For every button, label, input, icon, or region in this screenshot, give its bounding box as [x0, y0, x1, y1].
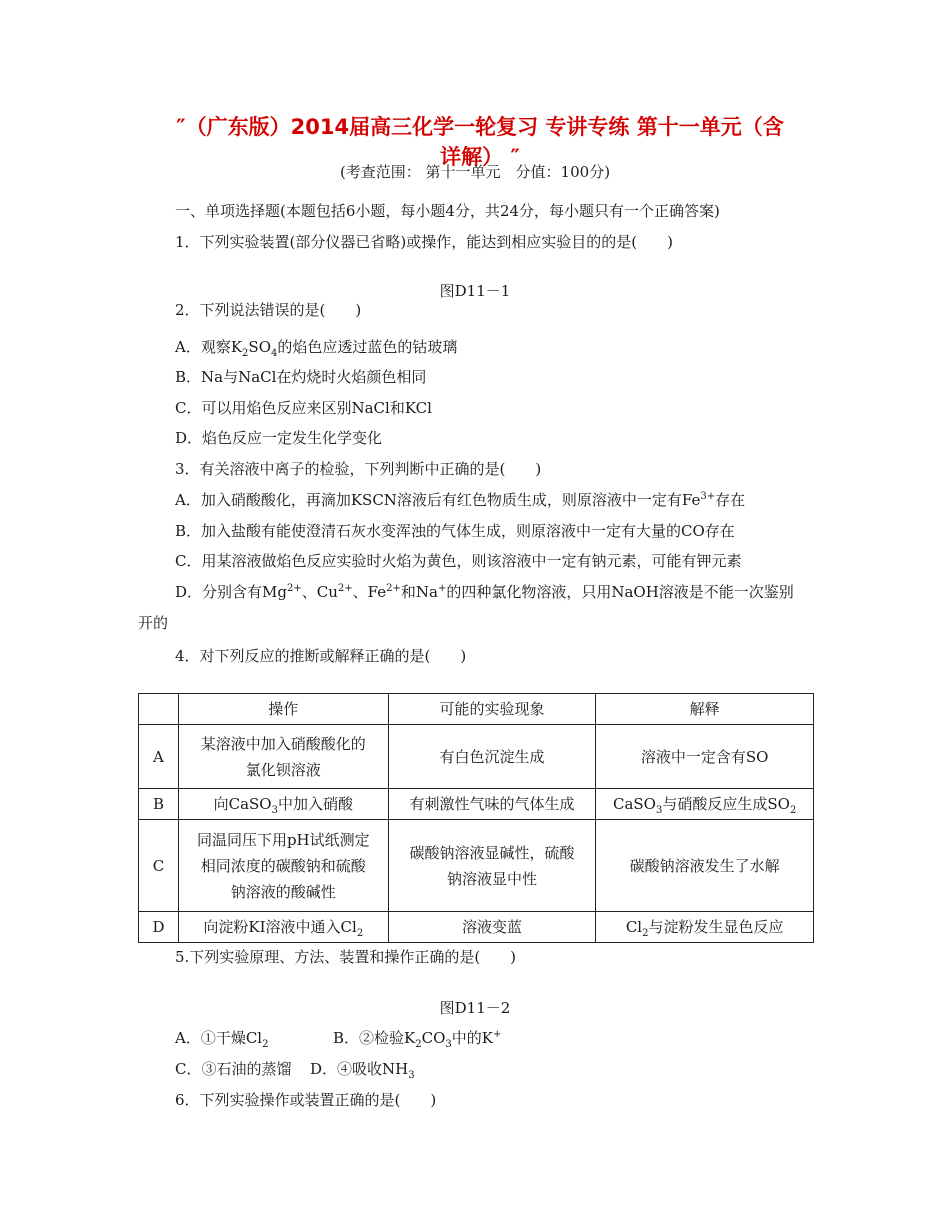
table-header-cell	[139, 694, 179, 725]
operation-text: 向淀粉KI溶液中通入Cl	[203, 918, 357, 936]
q5-b-sup: +	[492, 1029, 502, 1040]
explanation-cell	[596, 789, 814, 820]
phenomenon-cell: 有白色沉淀生成	[388, 725, 596, 789]
q2-option-b: B．Na与NaCl在灼烧时火焰颜色相同	[175, 368, 427, 386]
operation-cell	[178, 789, 388, 820]
row-label: D	[139, 912, 179, 943]
q3-option-d-continued: 开的	[138, 614, 169, 632]
q3-d-text-2: 、Cu	[301, 583, 338, 601]
row-label: A	[139, 725, 179, 789]
table-header-cell: 可能的实验现象	[388, 694, 596, 725]
explanation-cell: 碳酸钠溶液发生了水解	[596, 820, 814, 912]
scope-line	[0, 161, 950, 182]
q3-a-text-1: A．加入硝酸酸化，再滴加KSCN溶液后有红色物质生成，则原溶液中一定有Fe	[175, 491, 701, 509]
q3-option-d	[175, 581, 794, 602]
explanation-cell	[596, 912, 814, 943]
explanation-sub-1: 3	[655, 805, 663, 816]
q5-a-sub: 2	[262, 1039, 269, 1050]
operation-sub: 2	[356, 928, 364, 939]
q3-d-text-3: 、Fe	[352, 583, 387, 601]
q5-d-text: D．④吸收NH	[310, 1060, 409, 1078]
table-header-cell: 操作	[178, 694, 388, 725]
operation-line: 某溶液中加入硝酸酸化的	[200, 734, 366, 753]
title-line-1: ″（广东版）2014届高三化学一轮复习 专讲专练 第十一单元（含	[176, 115, 784, 139]
q2-option-c: C．可以用焰色反应来区别NaCl和KCl	[175, 399, 432, 417]
operation-text-2: 中加入硝酸	[277, 795, 353, 813]
figure-caption-1-text: 图D11－1	[439, 282, 511, 300]
table-row	[139, 789, 814, 820]
table-header-cell: 解释	[596, 694, 814, 725]
q5-option-b	[333, 1027, 501, 1048]
question-5: 5.下列实验原理、方法、装置和操作正确的是( )	[175, 948, 517, 966]
q3-d-text-4: 和Na	[400, 583, 438, 601]
operation-sub: 3	[271, 805, 278, 816]
title-line-2: 详解） ″	[440, 145, 520, 169]
question-4: 4．对下列反应的推断或解释正确的是( )	[175, 647, 467, 665]
q5-b-text-3: 中的K	[451, 1029, 493, 1047]
q3-d-text-5: 的四种氯化物溶液，只用NaOH溶液是不能一次鉴别	[446, 583, 794, 601]
phenomenon-cell: 溶液变蓝	[388, 912, 596, 943]
q3-d-sup-3: 2+	[386, 583, 401, 594]
q5-a-text: A．①干燥Cl	[175, 1029, 263, 1047]
operation-line: 相同浓度的碳酸钠和硫酸	[200, 856, 366, 875]
explanation-text-1: CaSO	[612, 795, 656, 813]
q5-option-c: C．③石油的蒸馏	[175, 1060, 292, 1078]
explanation-sub-2: 2	[789, 805, 797, 816]
scope-text: (考查范围： 第十一单元 分值：100分)	[339, 163, 611, 181]
operation-line: 氯化钡溶液	[245, 760, 321, 779]
q2-option-d: D．焰色反应一定发生化学变化	[175, 429, 383, 447]
q5-b-sub-2: 3	[445, 1039, 452, 1050]
q5-b-text-1: B．②检验K	[333, 1029, 416, 1047]
section-heading: 一、单项选择题(本题包括6小题，每小题4分，共24分，每小题只有一个正确答案)	[175, 202, 720, 220]
q2-a-text-1: A．观察K	[175, 338, 243, 356]
q5-d-sub: 3	[408, 1070, 415, 1081]
q3-option-c: C．用某溶液做焰色反应实验时火焰为黄色，则该溶液中一定有钠元素，可能有钾元素	[175, 552, 742, 570]
explanation-text-2: 与淀粉发生显色反应	[648, 918, 784, 936]
question-3: 3．有关溶液中离子的检验，下列判断中正确的是( )	[175, 460, 542, 478]
table-header-row	[139, 694, 814, 725]
figure-caption-1	[0, 280, 950, 301]
explanation-sub: 2	[642, 928, 649, 939]
question-2: 2．下列说法错误的是( )	[175, 301, 362, 319]
explanation-text-2: 与硝酸反应生成SO	[662, 795, 790, 813]
q3-a-sup: 3+	[700, 491, 716, 502]
operation-cell	[178, 820, 388, 912]
phenomenon-line: 钠溶液显中性	[446, 869, 537, 888]
q2-option-a	[175, 336, 457, 357]
q3-a-text-2: 存在	[715, 491, 746, 509]
q5-option-d	[310, 1058, 415, 1079]
phenomenon-cell: 有刺激性气味的气体生成	[388, 789, 596, 820]
q3-d-text-1: D．分别含有Mg	[175, 583, 287, 601]
phenomenon-line: 碳酸钠溶液显碱性，硫酸	[409, 843, 575, 862]
figure-caption-2-text: 图D11－2	[439, 999, 511, 1017]
row-label: B	[139, 789, 179, 820]
operation-line: 钠溶液的酸碱性	[230, 882, 336, 901]
q3-option-b: B．加入盐酸有能使澄清石灰水变浑浊的气体生成，则原溶液中一定有大量的CO存在	[175, 522, 735, 540]
q3-d-sup-4: +	[437, 583, 447, 594]
explanation-cell: 溶液中一定含有SO	[596, 725, 814, 789]
question-1: 1．下列实验装置(部分仪器已省略)或操作，能达到相应实验目的的是( )	[175, 233, 673, 251]
q5-b-text-2: CO	[421, 1029, 446, 1047]
q2-a-text-2: SO	[248, 338, 271, 356]
table-row	[139, 912, 814, 943]
row-label: C	[139, 820, 179, 912]
q5-option-a	[175, 1027, 268, 1048]
q2-a-text-3: 的焰色应透过蓝色的钴玻璃	[277, 338, 458, 356]
table-row	[139, 820, 814, 912]
operation-text-1: 向CaSO	[213, 795, 272, 813]
table-row	[139, 725, 814, 789]
q3-option-a	[175, 489, 745, 510]
question-6: 6．下列实验操作或装置正确的是( )	[175, 1091, 437, 1109]
q2-a-sub-2: 4	[271, 348, 278, 359]
q3-d-sup-2: 2+	[337, 583, 353, 594]
q2-a-sub-1: 2	[242, 348, 249, 359]
figure-caption-2	[0, 997, 950, 1018]
operation-cell	[178, 725, 388, 789]
explanation-text-1: Cl	[625, 918, 643, 936]
operation-cell	[178, 912, 388, 943]
operation-line: 同温同压下用pH试纸测定	[196, 830, 370, 849]
reaction-table	[138, 693, 814, 943]
q3-d-sup-1: 2+	[287, 583, 302, 594]
phenomenon-cell	[388, 820, 596, 912]
q5-b-sub-1: 2	[415, 1039, 422, 1050]
